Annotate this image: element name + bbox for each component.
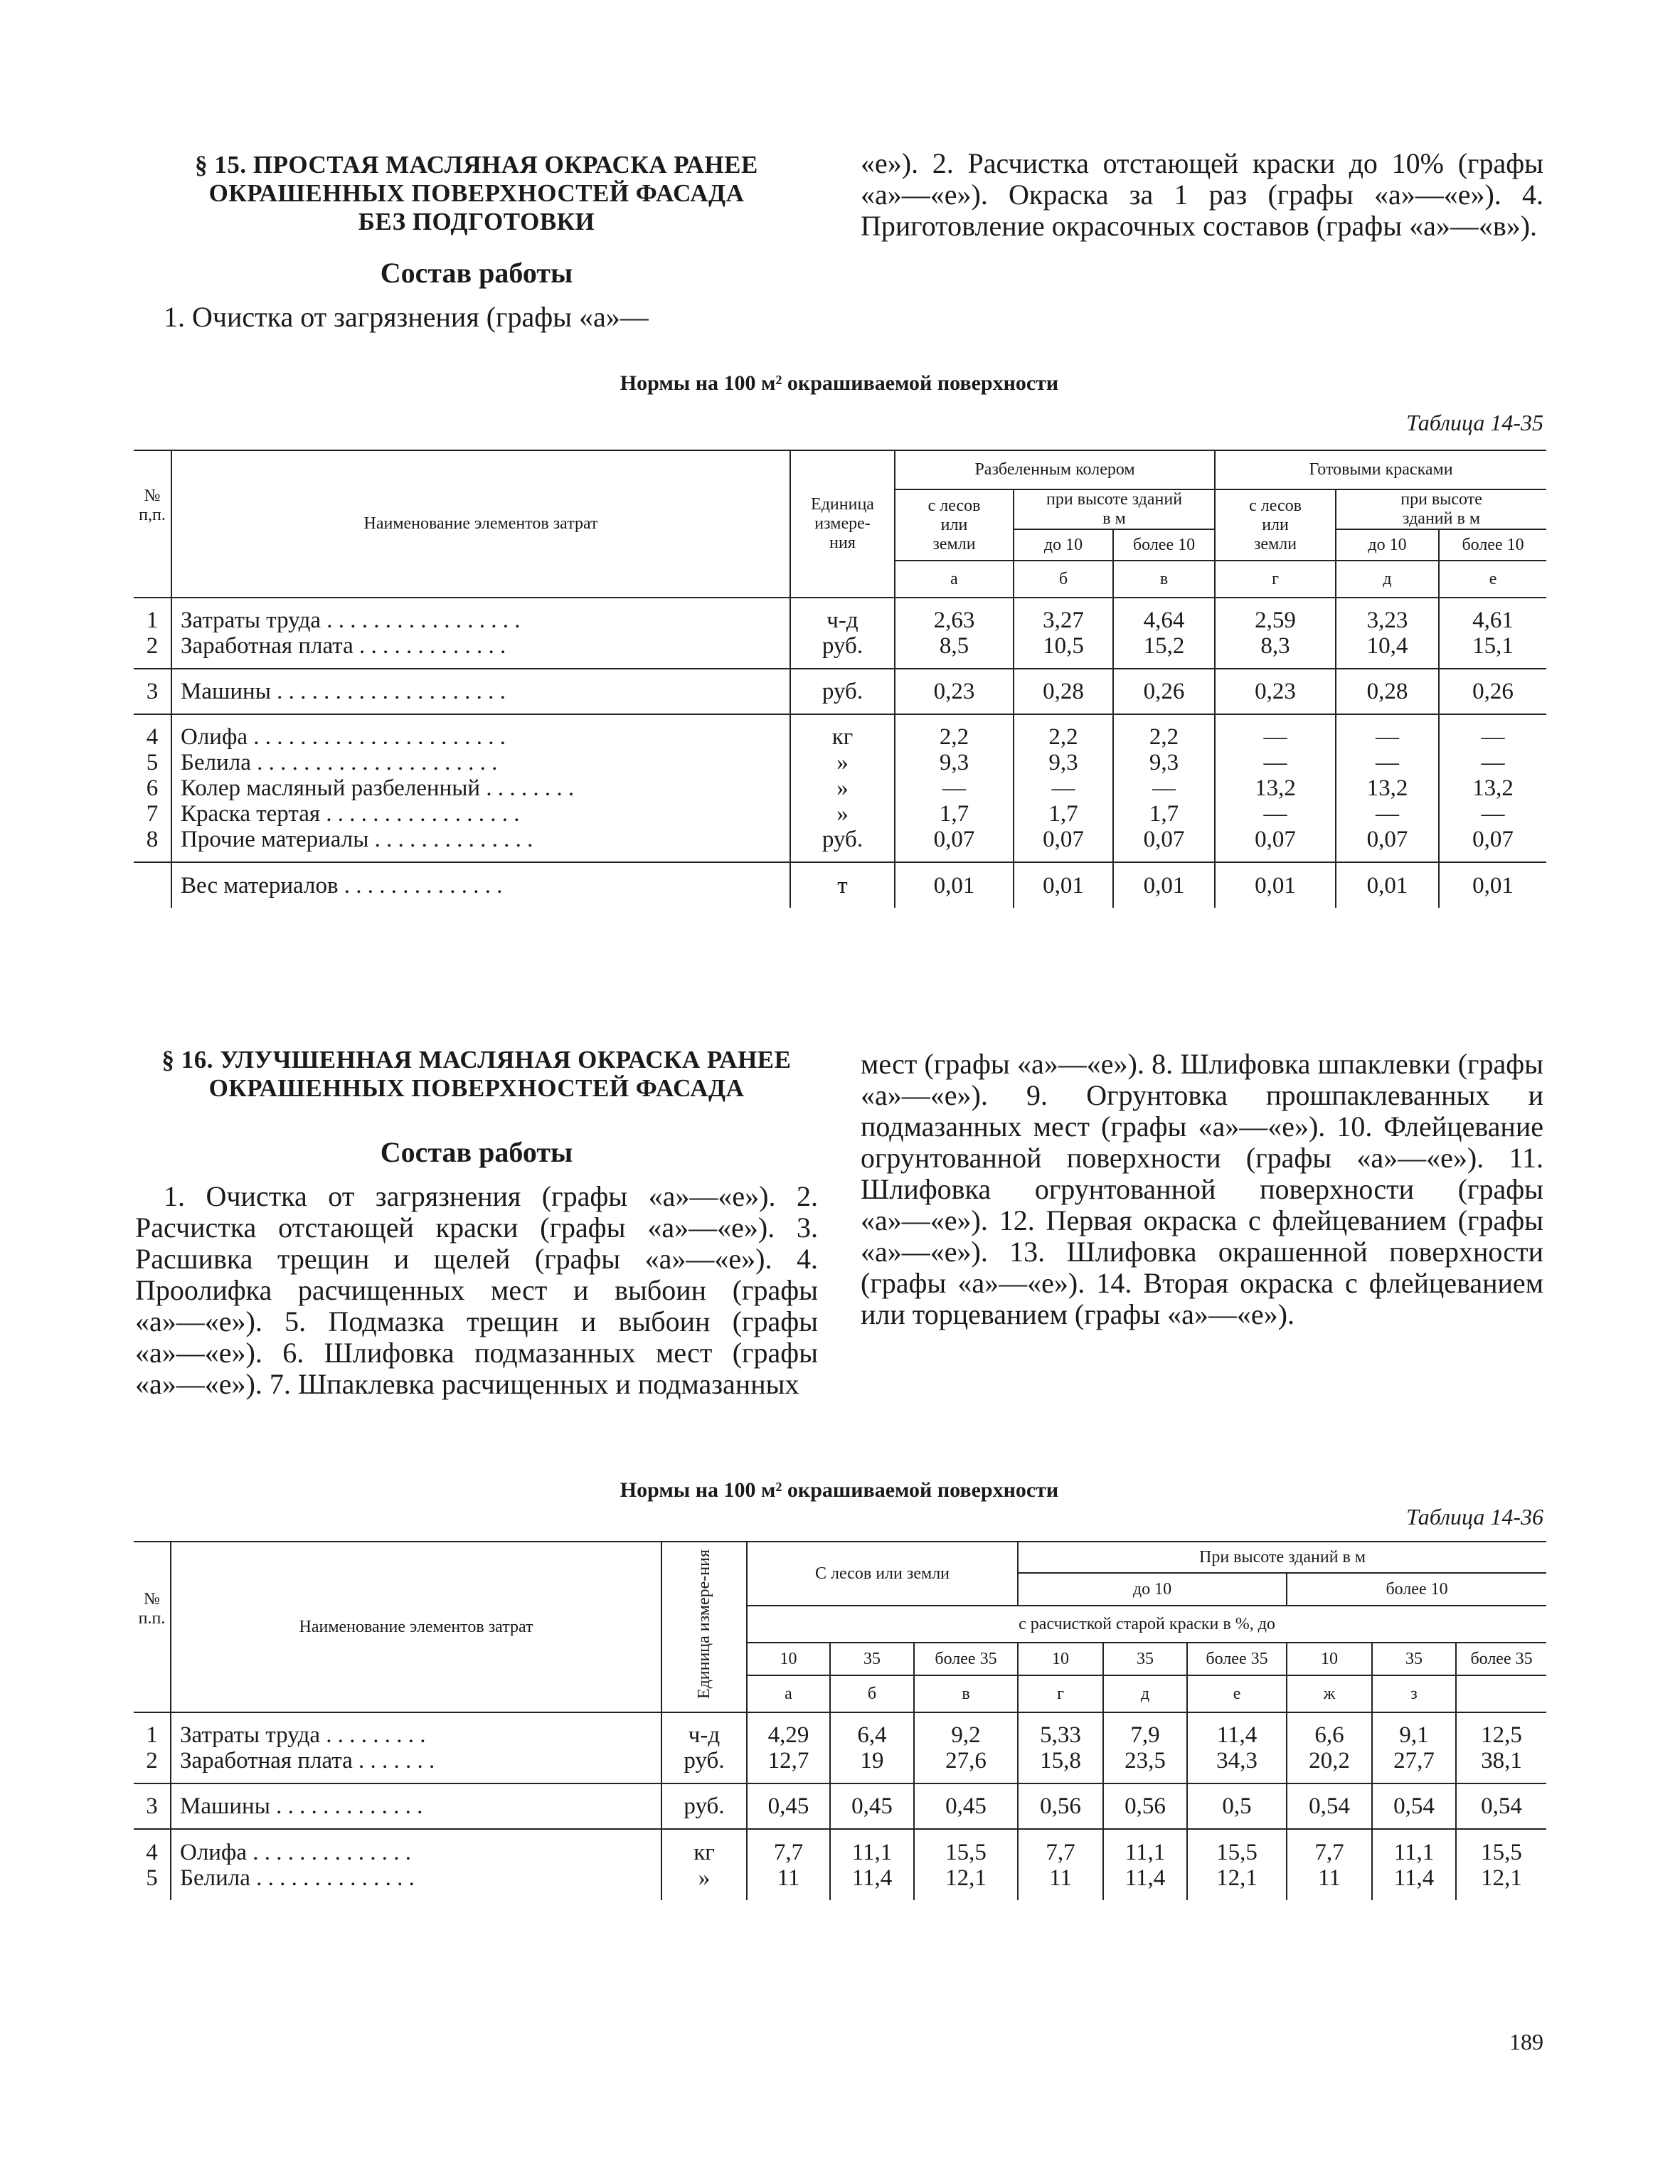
table-14-36-name: Таблица 14-36 (1406, 1504, 1543, 1530)
cell-line: 9,2 (951, 1722, 981, 1748)
cell-line: 4,61 (1472, 608, 1514, 633)
t35-letter: г (1215, 561, 1336, 598)
t35-header-over-10-b: более 10 (1439, 529, 1546, 561)
cell-line: 1,7 (1149, 801, 1179, 827)
t36-header-scaffold: С лесов или земли (747, 1542, 1018, 1606)
row-numbers (134, 1829, 171, 1900)
row-values (1336, 862, 1439, 908)
cell-line: 12,1 (1481, 1865, 1522, 1891)
cell-line: 11,1 (1125, 1839, 1166, 1865)
t36-letter: ж (1287, 1675, 1372, 1712)
cell-line: 2,2 (1149, 724, 1179, 750)
row-values (914, 1829, 1018, 1900)
cell-line: 8,3 (1260, 633, 1290, 659)
row-values (1456, 1829, 1546, 1900)
cell-line: 0,26 (1143, 679, 1185, 704)
row-values (1456, 1783, 1546, 1829)
cell-line: 11,1 (851, 1839, 893, 1865)
cell-line: 15,2 (1143, 633, 1185, 659)
cell-line: 7,7 (1314, 1839, 1344, 1865)
cell-line: 7,7 (773, 1839, 804, 1865)
row-values (1018, 1783, 1103, 1829)
cell-line: Машины . . . . . . . . . . . . . (180, 1793, 423, 1819)
cell-line: 2 (146, 1748, 158, 1774)
t35-header-upto-10-a: до 10 (1014, 529, 1113, 561)
table-14-36 (134, 1541, 1546, 1900)
t36-header-height: При высоте зданий в м (1018, 1542, 1546, 1573)
t36-header-number: № п.п. (134, 1542, 171, 1675)
row-values (1439, 862, 1546, 908)
row-names (171, 714, 790, 862)
cell-line: 0,07 (1143, 827, 1185, 852)
cell-line: » (836, 750, 849, 775)
row-values (1113, 669, 1215, 714)
cell-line: 19 (860, 1748, 884, 1774)
row-values (830, 1712, 914, 1783)
row-numbers (134, 714, 171, 862)
cell-line: Белила . . . . . . . . . . . . . . . . . . . . . (181, 750, 498, 775)
cell-line: 0,07 (1255, 827, 1296, 852)
row-values (1336, 598, 1439, 669)
row-units (661, 1783, 747, 1829)
cell-line: 0,07 (933, 827, 975, 852)
page-number: 189 (1509, 2029, 1543, 2055)
cell-line: 12,7 (767, 1748, 809, 1774)
cell-line: 2,59 (1255, 608, 1296, 633)
t35-header-name: Наименование элементов затрат (171, 450, 790, 598)
cell-line: 0,01 (1366, 872, 1408, 898)
cell-line: Олифа . . . . . . . . . . . . . . . . . . . . . . (181, 724, 506, 750)
row-values (1372, 1829, 1456, 1900)
row-values (1336, 714, 1439, 862)
cell-line: 3,23 (1366, 608, 1408, 633)
table-row (134, 1829, 1546, 1900)
row-values (1287, 1829, 1372, 1900)
cell-line: 7 (146, 801, 159, 827)
row-values (1336, 669, 1439, 714)
row-values (1187, 1829, 1287, 1900)
cell-line: 10,4 (1366, 633, 1408, 659)
cell-line: Заработная плата . . . . . . . (180, 1748, 435, 1774)
t35-header-upto-10-b: до 10 (1336, 529, 1439, 561)
t36-percent-header: 35 (1372, 1643, 1456, 1675)
cell-line: Затраты труда . . . . . . . . . . . . . . . . . (181, 608, 521, 633)
table-row (134, 669, 1546, 714)
row-values (1456, 1712, 1546, 1783)
row-values (1439, 714, 1546, 862)
t35-letter: д (1336, 561, 1439, 598)
cell-line: 13,2 (1255, 775, 1296, 801)
t35-letter: а (895, 561, 1014, 598)
t36-header-unit: Единица измере-ния (661, 1542, 747, 1712)
row-values (1103, 1712, 1187, 1783)
cell-line: 0,28 (1043, 679, 1084, 704)
t36-letter: д (1103, 1675, 1187, 1712)
row-values (1113, 598, 1215, 669)
row-values (1372, 1712, 1456, 1783)
row-values (1439, 598, 1546, 669)
cell-line: — (1263, 801, 1287, 827)
cell-line: 0,54 (1481, 1793, 1522, 1819)
cell-line: — (1051, 775, 1075, 801)
row-names (171, 669, 790, 714)
row-names (171, 862, 790, 908)
cell-line: » (836, 775, 849, 801)
cell-line: 1 (146, 1722, 158, 1748)
cell-line: 0,23 (1255, 679, 1296, 704)
table-row (134, 598, 1546, 669)
cell-line: Колер масляный разбеленный . . . . . . . . (181, 775, 575, 801)
cell-line: 11,1 (1393, 1839, 1435, 1865)
row-numbers (134, 1712, 171, 1783)
cell-line: 11,4 (851, 1865, 893, 1891)
row-values (1014, 862, 1113, 908)
t36-letter-spacer (134, 1675, 171, 1712)
cell-line: 0,45 (851, 1793, 893, 1819)
row-values (1113, 714, 1215, 862)
t36-percent-header: более 35 (1456, 1643, 1546, 1675)
cell-line: 0,56 (1040, 1793, 1081, 1819)
cell-line: руб. (684, 1748, 725, 1774)
cell-line: 8,5 (939, 633, 969, 659)
cell-line: руб. (822, 679, 863, 704)
cell-line: 5 (146, 750, 159, 775)
cell-line: ч-д (826, 608, 858, 633)
cell-line: 9,1 (1399, 1722, 1429, 1748)
row-values (1215, 669, 1336, 714)
row-units (790, 598, 895, 669)
cell-line: руб. (684, 1793, 725, 1819)
cell-line: 0,28 (1366, 679, 1408, 704)
row-values (895, 862, 1014, 908)
t36-letter: е (1187, 1675, 1287, 1712)
cell-line: 3 (146, 1793, 158, 1819)
t35-header-group-2: Готовыми красками (1215, 450, 1546, 489)
row-numbers (134, 862, 171, 908)
cell-line: — (1376, 801, 1400, 827)
t36-header-upto-10: до 10 (1018, 1573, 1287, 1606)
row-values (830, 1829, 914, 1900)
row-units (790, 714, 895, 862)
section-15-subhead: Состав работы (380, 257, 573, 289)
cell-line: 0,45 (945, 1793, 987, 1819)
cell-line: 11,4 (1216, 1722, 1258, 1748)
cell-line: 2,63 (933, 608, 975, 633)
cell-line: 0,54 (1393, 1793, 1435, 1819)
cell-line: 9,3 (1149, 750, 1179, 775)
t35-header-group-1: Разбеленным колером (895, 450, 1215, 489)
section-15-title: § 15. ПРОСТАЯ МАСЛЯНАЯ ОКРАСКА РАНЕЕ ОКРАШЕННЫХ ПОВЕРХНОСТЕЙ ФАСАДА БЕЗ ПОДГОТОВКИ (195, 151, 758, 235)
row-values (914, 1712, 1018, 1783)
section-16-subhead: Состав работы (380, 1136, 573, 1168)
row-numbers (134, 598, 171, 669)
t35-header-over-10-a: более 10 (1113, 529, 1215, 561)
cell-line: Вес материалов . . . . . . . . . . . . . . (181, 872, 503, 898)
cell-line: 27,7 (1393, 1748, 1435, 1774)
cell-line: 4 (146, 724, 159, 750)
row-units (661, 1712, 747, 1783)
t36-percent-header: 35 (830, 1643, 914, 1675)
section-15-text-right: «е»). 2. Расчистка отстающей краски до 10% (графы «а»—«е»). Окраска за 1 раз (графы «а»—«е»). 4. Приготовление окрасочных составов (графы «а»—«в»). (861, 147, 1543, 242)
table-row (134, 1712, 1546, 1783)
cell-line: 0,45 (767, 1793, 809, 1819)
row-values (1103, 1829, 1187, 1900)
cell-line: кг (831, 724, 854, 750)
row-values (1014, 714, 1113, 862)
cell-line: 5 (146, 1865, 158, 1891)
cell-line: — (1481, 750, 1505, 775)
cell-line: Машины . . . . . . . . . . . . . . . . . . . . (181, 679, 506, 704)
cell-line: 12,1 (945, 1865, 987, 1891)
cell-line: Прочие материалы . . . . . . . . . . . . . . (181, 827, 533, 852)
row-values (1287, 1712, 1372, 1783)
row-values (747, 1712, 830, 1783)
cell-line: 27,6 (945, 1748, 987, 1774)
cell-line: 0,07 (1472, 827, 1514, 852)
section-16-title: § 16. УЛУЧШЕННАЯ МАСЛЯНАЯ ОКРАСКА РАНЕЕ ОКРАШЕННЫХ ПОВЕРХНОСТЕЙ ФАСАДА (161, 1046, 792, 1102)
t35-header-number: № п,п. (134, 450, 171, 561)
cell-line: 1 (146, 608, 159, 633)
table-row (134, 862, 1546, 908)
cell-line: кг (693, 1839, 715, 1865)
cell-line: 0,01 (1043, 872, 1084, 898)
cell-line: 9,3 (1048, 750, 1078, 775)
cell-line: 6 (146, 775, 159, 801)
row-values (895, 598, 1014, 669)
t35-header-height-2: при высоте зданий в м (1336, 489, 1546, 529)
cell-line: 11 (1049, 1865, 1072, 1891)
cell-line: 11,4 (1125, 1865, 1166, 1891)
t36-header-name: Наименование элементов затрат (171, 1542, 661, 1712)
cell-line: 2 (146, 633, 159, 659)
cell-line: 0,01 (933, 872, 975, 898)
cell-line: 2,2 (1048, 724, 1078, 750)
row-values (1215, 714, 1336, 862)
row-names (171, 598, 790, 669)
t36-percent-header: 35 (1103, 1643, 1187, 1675)
cell-line: 11,4 (1393, 1865, 1435, 1891)
cell-line: 23,5 (1125, 1748, 1166, 1774)
cell-line: 0,5 (1222, 1793, 1252, 1819)
cell-line: 0,01 (1143, 872, 1185, 898)
table-14-35-name: Таблица 14-35 (1406, 410, 1543, 435)
cell-line: 9,3 (939, 750, 969, 775)
cell-line: — (1481, 724, 1505, 750)
row-values (1372, 1783, 1456, 1829)
cell-line: » (836, 801, 849, 827)
cell-line: 13,2 (1366, 775, 1408, 801)
row-units (790, 862, 895, 908)
cell-line: 8 (146, 827, 159, 852)
cell-line: руб. (822, 633, 863, 659)
table-14-36-caption: Нормы на 100 м² окрашиваемой поверхности (620, 1478, 1059, 1502)
cell-line: 3 (146, 679, 159, 704)
cell-line: 4,64 (1143, 608, 1185, 633)
cell-line: 10,5 (1043, 633, 1084, 659)
cell-line: 5,33 (1040, 1722, 1081, 1748)
cell-line: 0,54 (1309, 1793, 1350, 1819)
row-values (747, 1783, 830, 1829)
cell-line: 13,2 (1472, 775, 1514, 801)
cell-line: — (942, 775, 966, 801)
cell-line: 6,6 (1314, 1722, 1344, 1748)
section-16-text-left: 1. Очистка от загрязнения (графы «а»—«е»). 2. Расчистка отстающей краски (графы «а»—«е»). 3. Расшивка трещин и щелей (графы «а»—«е»). 4. Проолифка расчищенных мест и выбоин (графы «а»—«е»). 5. Подмазка трещин и выбоин (графы «а»—«е»). 6. Шлифовка подмазанных мест (графы «а»—«е»). 7. Шпаклевка расчищенных и подмазанных (135, 1180, 818, 1400)
row-names (171, 1783, 661, 1829)
t36-letter: б (830, 1675, 914, 1712)
cell-line: Краска тертая . . . . . . . . . . . . . . . . . (181, 801, 520, 827)
t36-percent-header: более 35 (1187, 1643, 1287, 1675)
cell-line: руб. (822, 827, 863, 852)
cell-line: 34,3 (1216, 1748, 1258, 1774)
cell-line: 7,9 (1130, 1722, 1160, 1748)
t36-header-cleaning: с расчисткой старой краски в %, до (747, 1606, 1546, 1643)
cell-line: Белила . . . . . . . . . . . . . . (180, 1865, 415, 1891)
t35-header-scaffold-1: с лесов или земли (895, 489, 1014, 561)
row-values (747, 1829, 830, 1900)
cell-line: 11 (1318, 1865, 1341, 1891)
row-units (790, 669, 895, 714)
t36-percent-header: 10 (747, 1643, 830, 1675)
cell-line: 7,7 (1046, 1839, 1075, 1865)
cell-line: 0,23 (933, 679, 975, 704)
row-values (895, 669, 1014, 714)
row-values (1018, 1712, 1103, 1783)
cell-line: 12,1 (1216, 1865, 1258, 1891)
cell-line: 6,4 (857, 1722, 887, 1748)
table-14-35-caption: Нормы на 100 м² окрашиваемой поверхности (620, 371, 1059, 395)
row-values (1215, 598, 1336, 669)
cell-line: 20,2 (1309, 1748, 1350, 1774)
cell-line: 3,27 (1043, 608, 1084, 633)
section-15-text-left: 1. Очистка от загрязнения (графы «а»— (164, 301, 649, 333)
cell-line: 4,29 (767, 1722, 809, 1748)
t36-percent-header: 10 (1287, 1643, 1372, 1675)
table-14-35 (134, 450, 1546, 908)
t36-letter: з (1372, 1675, 1456, 1712)
row-values (1287, 1783, 1372, 1829)
t36-letter: в (914, 1675, 1018, 1712)
cell-line: 1,7 (1048, 801, 1078, 827)
cell-line: — (1481, 801, 1505, 827)
cell-line: — (1263, 750, 1287, 775)
cell-line: — (1152, 775, 1176, 801)
row-numbers (134, 1783, 171, 1829)
row-values (1014, 598, 1113, 669)
cell-line: 11 (777, 1865, 800, 1891)
row-values (1215, 862, 1336, 908)
section-16-text-right: мест (графы «а»—«е»). 8. Шлифовка шпаклевки (графы «а»—«е»). 9. Огрунтовка прошпаклеванных и подмазанных мест (графы «а»—«е»). 10. Флейцевание огрунтованной поверхности (графы «а»—«е»). 11. Шлифовка огрунтованной поверхности (графы «а»—«е»). 12. Первая окраска с флейцеванием (графы «а»—«е»). 13. Шлифовка окрашенной поверхности (графы «а»—«е»). 14. Вторая окраска с флейцеванием или торцеванием (графы «а»—«е»). (861, 1048, 1543, 1330)
cell-line: 0,07 (1043, 827, 1084, 852)
cell-line: Заработная плата . . . . . . . . . . . . . (181, 633, 506, 659)
row-units (661, 1829, 747, 1900)
cell-line: 4 (146, 1839, 158, 1865)
cell-line: т (837, 872, 848, 898)
cell-line: 15,8 (1040, 1748, 1081, 1774)
row-values (1187, 1783, 1287, 1829)
cell-line: » (698, 1865, 711, 1891)
row-numbers (134, 669, 171, 714)
cell-line: 1,7 (939, 801, 969, 827)
row-values (1439, 669, 1546, 714)
cell-line: 0,07 (1366, 827, 1408, 852)
table-row (134, 714, 1546, 862)
t35-header-scaffold-2: с лесов или земли (1215, 489, 1336, 561)
cell-line: 12,5 (1481, 1722, 1522, 1748)
cell-line: 15,5 (1481, 1839, 1522, 1865)
cell-line: Затраты труда . . . . . . . . . (180, 1722, 426, 1748)
t36-letter: а (747, 1675, 830, 1712)
row-values (830, 1783, 914, 1829)
row-values (914, 1783, 1018, 1829)
cell-line: 38,1 (1481, 1748, 1522, 1774)
row-values (895, 714, 1014, 862)
cell-line: Олифа . . . . . . . . . . . . . . (180, 1839, 411, 1865)
row-values (1018, 1829, 1103, 1900)
cell-line: 15,1 (1472, 633, 1514, 659)
t35-letter: б (1014, 561, 1113, 598)
cell-line: 0,01 (1255, 872, 1296, 898)
cell-line: 2,2 (939, 724, 969, 750)
cell-line: 15,5 (1216, 1839, 1258, 1865)
cell-line: — (1376, 750, 1400, 775)
row-values (1103, 1783, 1187, 1829)
cell-line: — (1376, 724, 1400, 750)
t36-letter (1456, 1675, 1546, 1712)
cell-line: — (1263, 724, 1287, 750)
t35-header-unit: Единица измере- ния (790, 450, 895, 598)
t36-header-over-10: более 10 (1287, 1573, 1546, 1606)
table-row (134, 1783, 1546, 1829)
t36-percent-header: 10 (1018, 1643, 1103, 1675)
t36-percent-header: более 35 (914, 1643, 1018, 1675)
cell-line: 0,01 (1472, 872, 1514, 898)
row-values (1014, 669, 1113, 714)
t35-header-height-1: при высоте зданий в м (1014, 489, 1215, 529)
t35-letter: е (1439, 561, 1546, 598)
cell-line: ч-д (688, 1722, 721, 1748)
row-values (1187, 1712, 1287, 1783)
cell-line: 0,56 (1125, 1793, 1166, 1819)
row-values (1113, 862, 1215, 908)
row-names (171, 1829, 661, 1900)
t35-letter: в (1113, 561, 1215, 598)
cell-line: 15,5 (945, 1839, 987, 1865)
cell-line: 0,26 (1472, 679, 1514, 704)
row-names (171, 1712, 661, 1783)
t36-letter: г (1018, 1675, 1103, 1712)
